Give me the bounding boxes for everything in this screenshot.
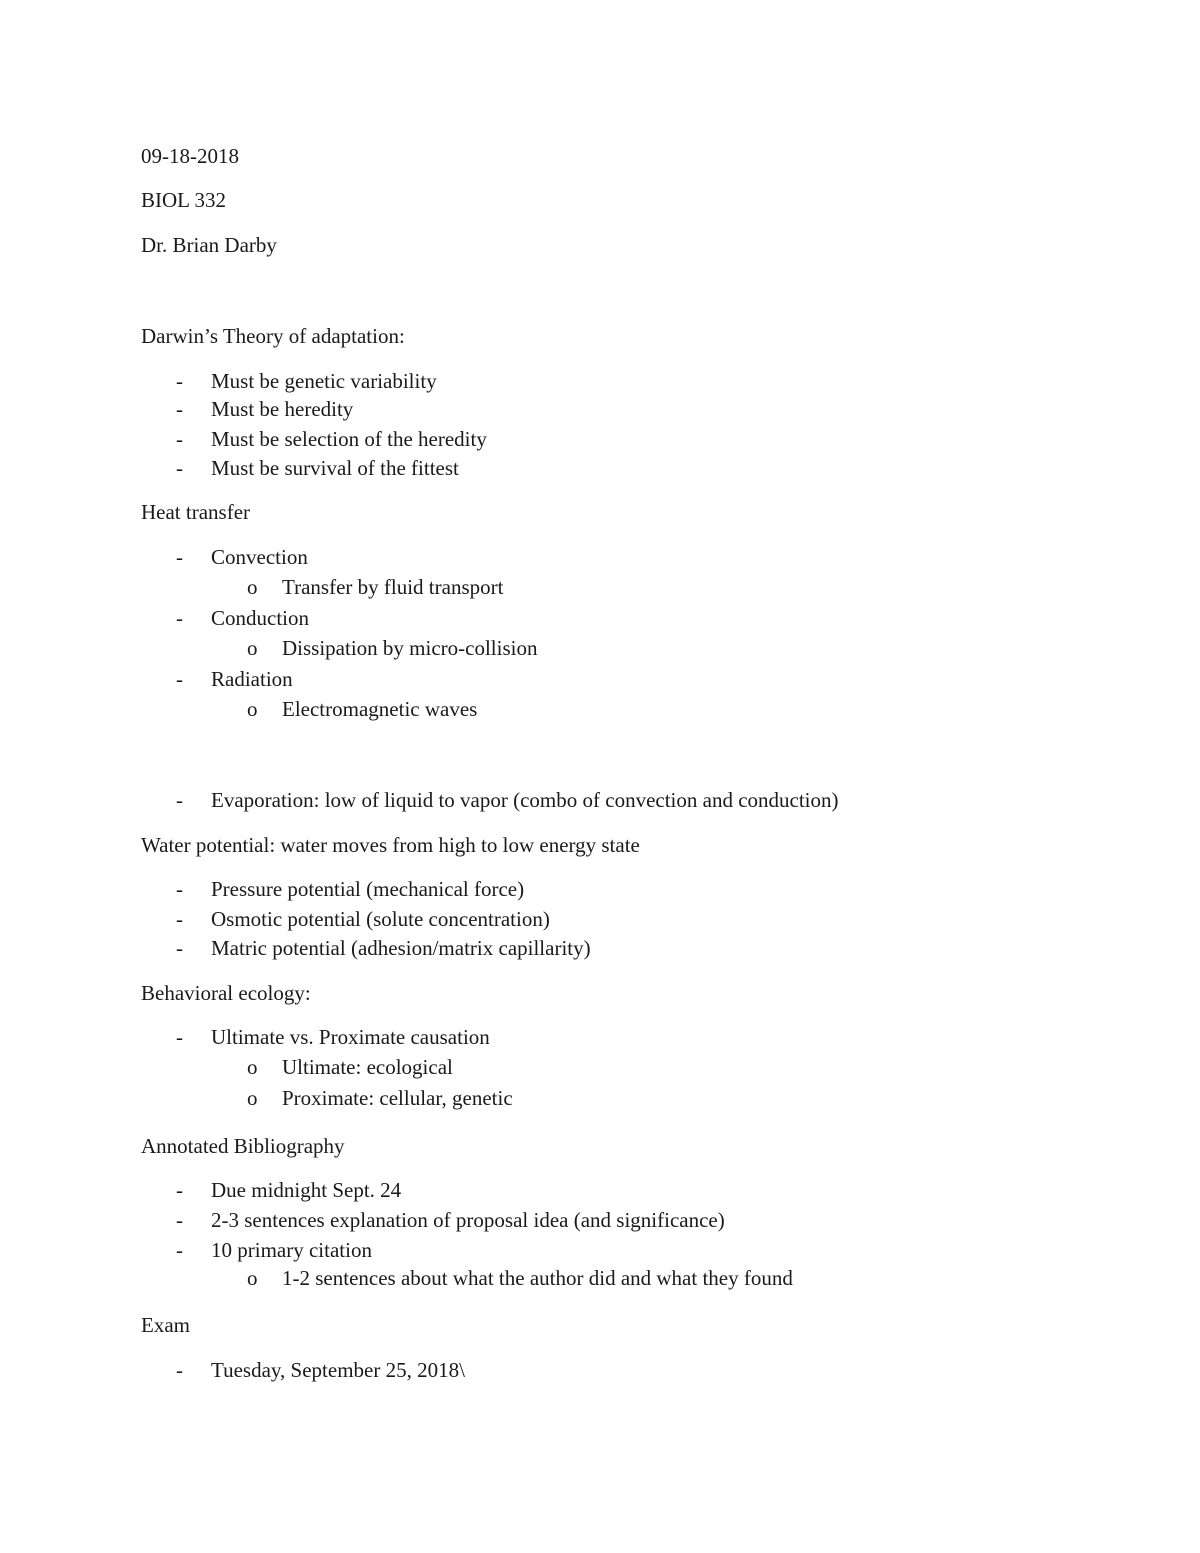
list-item: Matric potential (adhesion/matrix capillarity) xyxy=(211,936,591,960)
dash-bullet: - xyxy=(176,606,183,630)
sub-list-item: Electromagnetic waves xyxy=(282,697,478,721)
list-item: Must be selection of the heredity xyxy=(211,427,487,451)
list-item: Ultimate vs. Proximate causation xyxy=(211,1025,490,1049)
list-item: Must be survival of the fittest xyxy=(211,456,459,480)
sub-list-item: 1-2 sentences about what the author did and what they found xyxy=(282,1266,793,1290)
section-heading-darwin: Darwin’s Theory of adaptation: xyxy=(141,324,405,348)
dash-bullet: - xyxy=(176,1208,183,1232)
dash-bullet: - xyxy=(176,545,183,569)
list-item: Convection xyxy=(211,545,308,569)
list-item: Osmotic potential (solute concentration) xyxy=(211,907,550,931)
dash-bullet: - xyxy=(176,907,183,931)
dash-bullet: - xyxy=(176,667,183,691)
dash-bullet: - xyxy=(176,1178,183,1202)
dash-bullet: - xyxy=(176,936,183,960)
dash-bullet: - xyxy=(176,788,183,812)
sub-list-item: Ultimate: ecological xyxy=(282,1055,453,1079)
list-item: Due midnight Sept. 24 xyxy=(211,1178,402,1202)
dash-bullet: - xyxy=(176,427,183,451)
dash-bullet: - xyxy=(176,456,183,480)
list-item: Must be genetic variability xyxy=(211,369,437,393)
dash-bullet: - xyxy=(176,369,183,393)
circle-bullet: o xyxy=(247,1086,258,1110)
section-heading-water: Water potential: water moves from high to low energy state xyxy=(141,833,640,857)
circle-bullet: o xyxy=(247,1055,258,1079)
list-item: Tuesday, September 25, 2018\ xyxy=(211,1358,465,1382)
sub-list-item: Proximate: cellular, genetic xyxy=(282,1086,513,1110)
circle-bullet: o xyxy=(247,1266,258,1290)
date-line: 09-18-2018 xyxy=(141,144,239,168)
section-heading-bibliography: Annotated Bibliography xyxy=(141,1134,345,1158)
list-item: Conduction xyxy=(211,606,309,630)
sub-list-item: Dissipation by micro-collision xyxy=(282,636,538,660)
list-item: Must be heredity xyxy=(211,397,354,421)
list-item: 10 primary citation xyxy=(211,1238,372,1262)
section-heading-exam: Exam xyxy=(141,1313,190,1337)
instructor-line: Dr. Brian Darby xyxy=(141,233,277,257)
section-heading-heat: Heat transfer xyxy=(141,500,251,524)
list-item: Radiation xyxy=(211,667,293,691)
circle-bullet: o xyxy=(247,575,258,599)
sub-list-item: Transfer by fluid transport xyxy=(282,575,504,599)
dash-bullet: - xyxy=(176,1025,183,1049)
section-heading-behavior: Behavioral ecology: xyxy=(141,981,311,1005)
dash-bullet: - xyxy=(176,397,183,421)
circle-bullet: o xyxy=(247,697,258,721)
dash-bullet: - xyxy=(176,1238,183,1262)
list-item: 2-3 sentences explanation of proposal idea (and significance) xyxy=(211,1208,725,1232)
dash-bullet: - xyxy=(176,1358,183,1382)
list-item: Evaporation: low of liquid to vapor (combo of convection and conduction) xyxy=(211,788,839,812)
list-item: Pressure potential (mechanical force) xyxy=(211,877,525,901)
course-line: BIOL 332 xyxy=(141,188,226,212)
dash-bullet: - xyxy=(176,877,183,901)
circle-bullet: o xyxy=(247,636,258,660)
